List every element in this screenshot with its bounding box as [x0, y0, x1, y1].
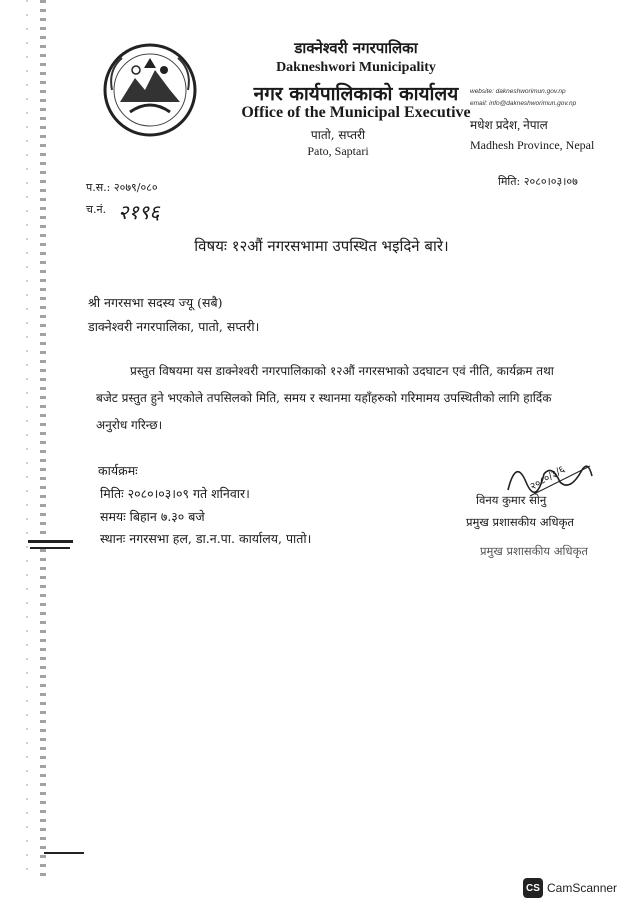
location-en: Pato, Saptari	[307, 144, 369, 158]
office-name-en: Office of the Municipal Executive	[241, 104, 471, 121]
municipality-name-en: Dakneshwori Municipality	[276, 60, 436, 75]
camscanner-label: CamScanner	[547, 881, 618, 895]
signatory-stamp: प्रमुख प्रशासकीय अधिकृत	[480, 544, 588, 558]
signatory-title: प्रमुख प्रशासकीय अधिकृत	[466, 515, 574, 529]
province-np: मधेश प्रदेश, नेपाल	[470, 118, 548, 132]
letter-cn-label: च.नं.	[86, 203, 107, 216]
camscanner-logo-icon: CS	[523, 878, 543, 898]
letter-ps: प.स.: २०७९/०८०	[86, 181, 158, 194]
scan-mark	[44, 852, 84, 854]
signature-date: २०८०/३/६	[528, 464, 567, 493]
office-name-np: नगर कार्यपालिकाको कार्यालय	[253, 83, 459, 105]
scan-artifact-margin	[26, 0, 28, 880]
body-line-1: प्रस्तुत विषयमा यस डाक्नेश्वरी नगरपालिकाको १२औं नगरसभाको उदघाटन एवं नीति, कार्यक्रम तथा	[130, 364, 554, 378]
signatory-name: विनय कुमार सोनु	[476, 493, 547, 507]
scan-mark	[30, 547, 70, 549]
municipality-name-np: डाक्नेश्वरी नगरपालिका	[294, 39, 418, 57]
program-time: समयः बिहान ७.३० बजे	[100, 509, 205, 524]
recipient-line-1: श्री नगरसभा सदस्य ज्यू (सबै)	[88, 295, 223, 310]
location-np: पातो, सप्तरी	[310, 128, 366, 142]
municipality-emblem-icon	[100, 40, 200, 140]
scan-artifact-left	[40, 0, 46, 880]
program-date: मितिः २०८०।०३।०९ गते शनिवार।	[100, 486, 250, 501]
recipient-line-2: डाक्नेश्वरी नगरपालिका, पातो, सप्तरी।	[88, 319, 260, 334]
letter-cn-value: २१९६	[118, 200, 160, 224]
website: website: dakneshworimun.gov.np	[470, 88, 566, 95]
province-en: Madhesh Province, Nepal	[470, 138, 595, 152]
body-line-3: अनुरोध गरिन्छ।	[96, 418, 163, 432]
scan-mark	[28, 540, 73, 543]
body-line-2: बजेट प्रस्तुत हुने भएकोले तपसिलको मिति, समय र स्थानमा यहाँहरुको गरिमामय उपस्थितीको लागि हार्दिक	[96, 391, 552, 405]
letter-subject: विषयः १२औं नगरसभामा उपस्थित भइदिने बारे।	[194, 237, 449, 255]
email: email: info@dakneshworimun.gov.np	[470, 100, 577, 107]
letter-date: मिति: २०८०।०३।०७	[498, 175, 578, 188]
program-place: स्थानः नगरसभा हल, डा.न.पा. कार्यालय, पातो।	[100, 531, 312, 546]
program-heading: कार्यक्रमः	[98, 463, 138, 478]
